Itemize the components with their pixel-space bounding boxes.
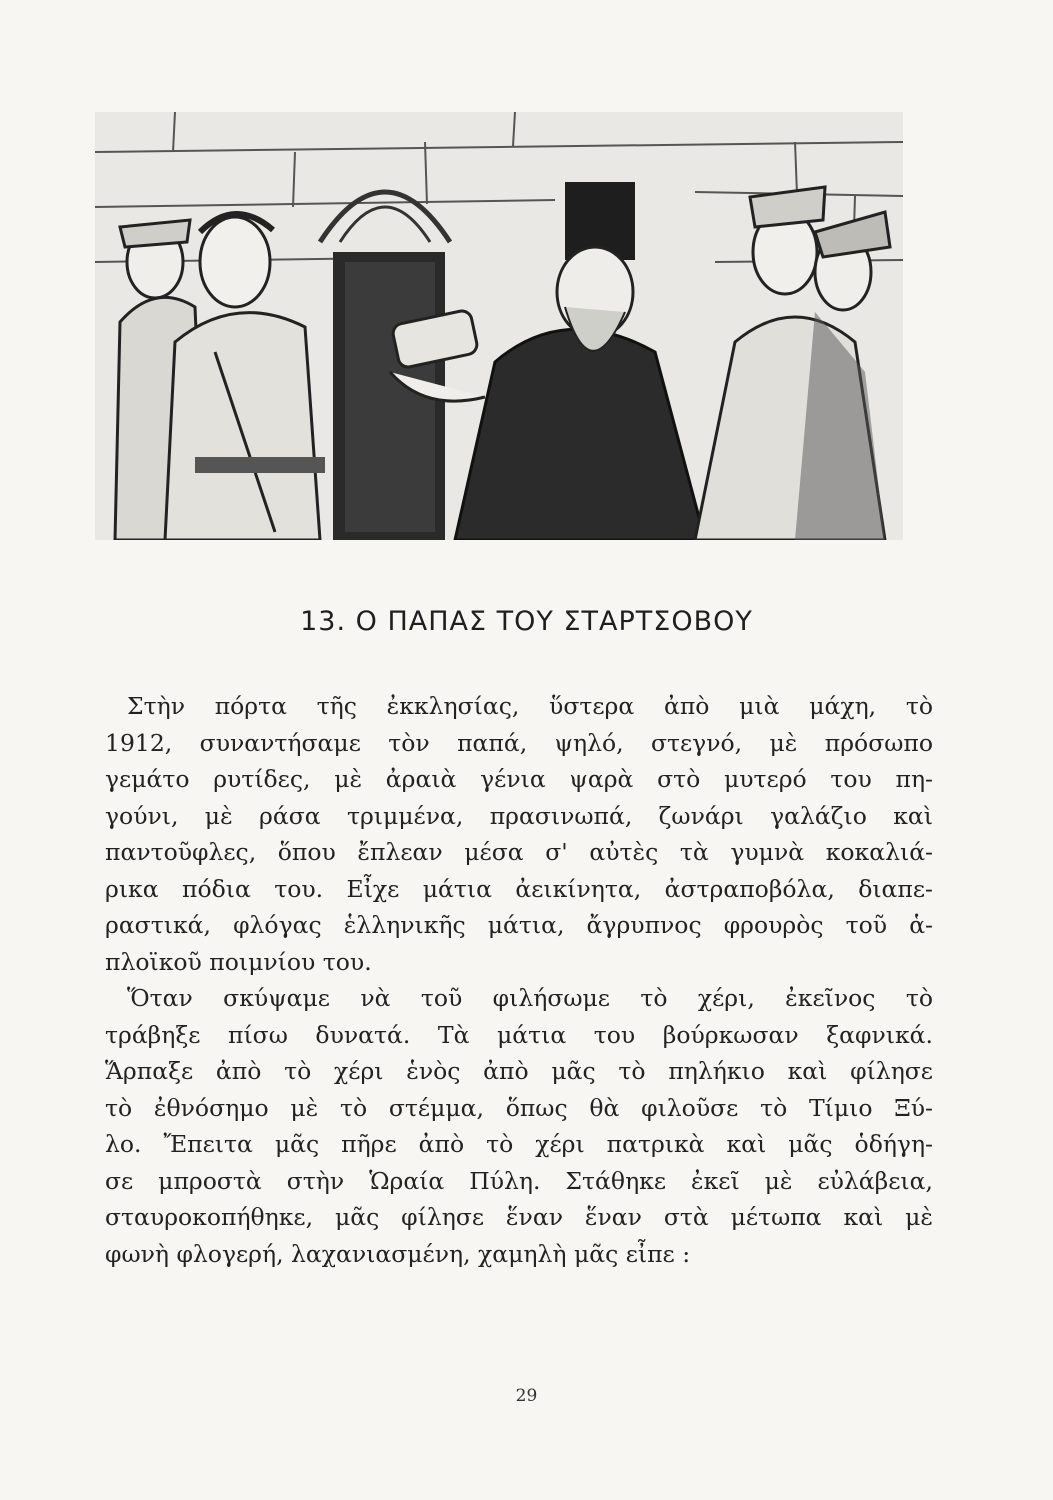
text-line: σε μπροστὰ στὴν Ὡραία Πύλη. Στάθηκε ἐκεῖ μὲ εὐλάβεια, [105, 1166, 933, 1195]
text-line: παντοῦφλες, ὅπου ἔπλεαν μέσα σ' αὐτὲς τὰ γυμνὰ κοκαλιά- [105, 838, 933, 866]
text-line: γούνι, μὲ ράσα τριμμένα, πρασινωπά, ζωνάρι γαλάζιο καὶ [105, 801, 933, 830]
text-line: σταυροκοπήθηκε, μᾶς φίλησε ἕναν ἕναν στὰ μέτωπα καὶ μὲ [105, 1203, 933, 1231]
chapter-body [105, 688, 933, 1272]
page-number: 29 [515, 1386, 538, 1406]
text-line: ραστικά, φλόγας ἑλληνικῆς μάτια, ἄγρυπνος φρουρὸς τοῦ ἁ- [105, 911, 933, 939]
priest-and-soldiers-drawing [95, 112, 903, 540]
text-line: τράβηξε πίσω δυνατά. Τὰ μάτια του βούρκωσαν ξαφνικά. [105, 1020, 933, 1049]
text-line: Ἅρπαξε ἀπὸ τὸ χέρι ἑνὸς ἀπὸ μᾶς τὸ πηλήκιο καὶ φίλησε [105, 1057, 933, 1085]
text-line: τὸ ἐθνόσημο μὲ τὸ στέμμα, ὅπως θὰ φιλοῦσε τὸ Τίμιο Ξύ- [105, 1093, 933, 1122]
text-line: ρικα πόδια του. Εἶχε μάτια ἀεικίνητα, ἀστραποβόλα, διαπε- [105, 874, 933, 903]
text-line: Στὴν πόρτα τῆς ἐκκλησίας, ὕστερα ἀπὸ μιὰ μάχη, τὸ [127, 692, 933, 720]
text-line: πλοϊκοῦ ποιμνίου του. [105, 947, 372, 976]
text-line: γεμάτο ρυτίδες, μὲ ἀραιὰ γένια ψαρὰ στὸ μυτερό του πη- [105, 765, 933, 793]
chapter-illustration [95, 112, 903, 540]
text-line: λο. Ἔπειτα μᾶς πῆρε ἀπὸ τὸ χέρι πατρικὰ καὶ μᾶς ὁδήγη- [105, 1130, 933, 1158]
text-line: φωνὴ φλογερή, λαχανιασμένη, χαμηλὴ μᾶς εἶπε : [105, 1239, 691, 1268]
chapter-title: 13. Ο ΠΑΠΑΣ ΤΟΥ ΣΤΑΡΤΣΟΒΟΥ [300, 606, 753, 637]
text-line: 1912, συναντήσαμε τὸν παπά, ψηλό, στεγνό, μὲ πρόσωπο [105, 728, 933, 757]
text-line: Ὅταν σκύψαμε νὰ τοῦ φιλήσωμε τὸ χέρι, ἐκεῖνος τὸ [127, 984, 933, 1012]
